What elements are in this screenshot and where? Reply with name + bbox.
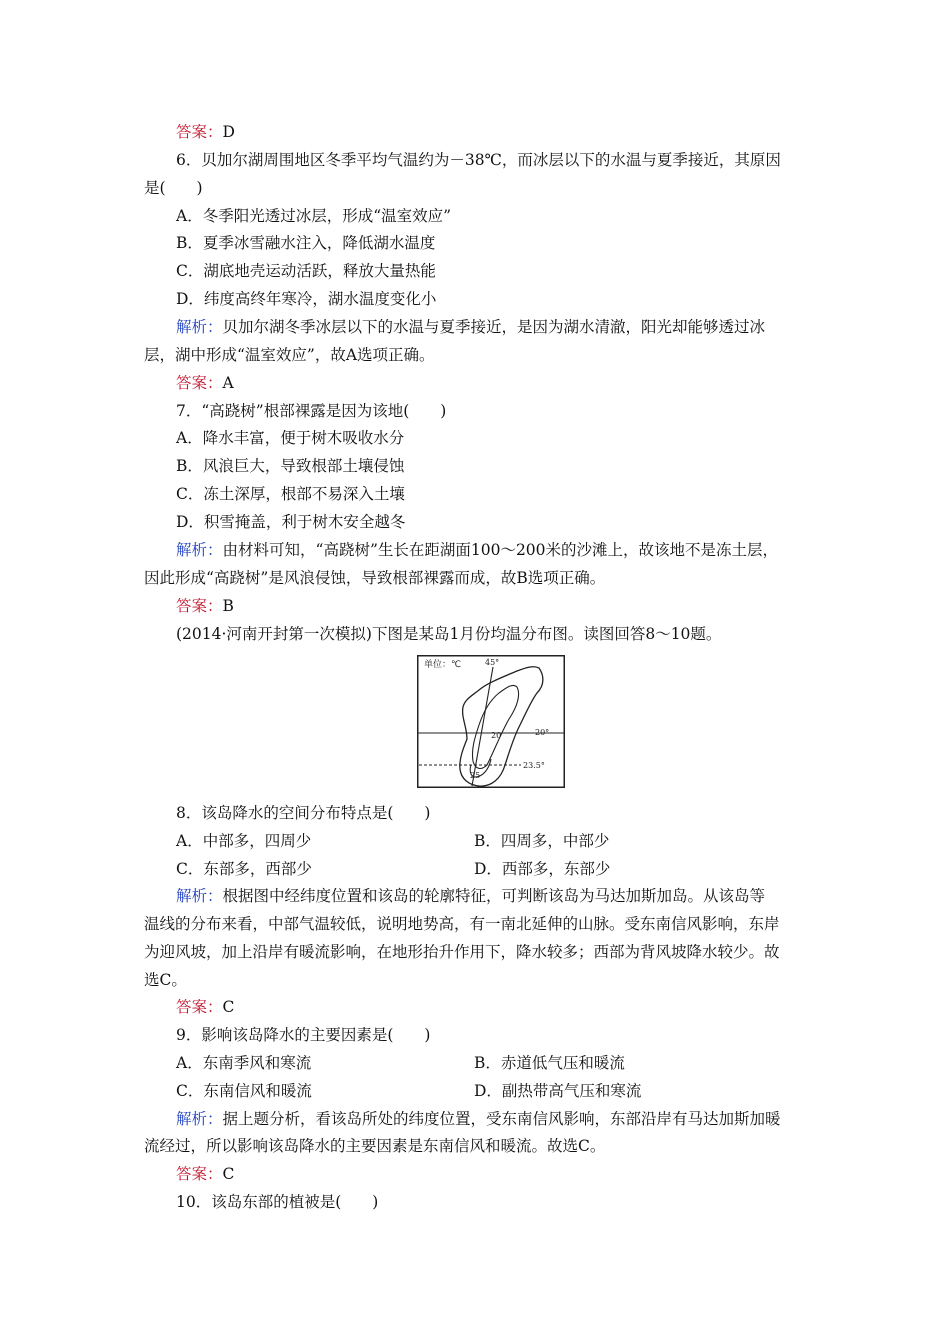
answer-value: D [222,123,235,141]
q7-option-c: C．冻土深厚，根部不易深入土壤 [176,485,405,503]
analysis-text: 由材料可知，“高跷树”生长在距湖面100～200米的沙滩上，故该地不是冻土层， [222,541,779,559]
analysis-label: 解析： [176,887,223,905]
q7-option-b: B．风浪巨大，导致根部土壤侵蚀 [176,457,405,475]
analysis-label: 解析： [176,1110,223,1128]
answer-label: 答案： [176,998,223,1016]
q8-stem: 8．该岛降水的空间分布特点是( ) [176,804,431,822]
isotherm-25-label: 25 [470,771,481,780]
q8-analysis-cont-1: 温线的分布来看，中部气温较低，说明地势高，有一南北延伸的山脉。受东南信风影响，东岸 [144,915,780,933]
q7-analysis [176,540,778,560]
q6-answer [176,373,234,393]
latitude-20-label: 20° [535,728,550,737]
q8-answer [176,997,234,1017]
q5-answer [176,122,235,142]
q7-analysis-cont: 因此形成“高跷树”是风浪侵蚀，导致根部裸露而成，故B选项正确。 [144,569,606,587]
answer-value: C [222,998,235,1016]
q9-analysis [176,1109,781,1129]
q9-option-c: C．东南信风和暖流 [176,1082,312,1100]
answer-label: 答案： [176,1165,223,1183]
isotherm-map [417,655,565,788]
answer-label: 答案： [176,597,223,615]
q6-option-c: C．湖底地壳运动活跃，释放大量热能 [176,262,436,280]
answer-label: 答案： [176,374,223,392]
answer-value: A [222,374,234,392]
q8-option-d: D．西部多，东部少 [474,860,611,878]
answer-label: 答案： [176,123,223,141]
group-intro: (2014·河南开封第一次模拟)下图是某岛1月份均温分布图。读图回答8～10题。 [176,625,722,643]
q9-stem: 9．影响该岛降水的主要因素是( ) [176,1026,431,1044]
q8-option-b: B．四周多，中部少 [474,832,610,850]
answer-value: B [222,597,234,615]
analysis-text: 根据图中经纬度位置和该岛的轮廓特征，可判断该岛为马达加斯加岛。从该岛等 [222,887,766,905]
q6-option-a: A．冬季阳光透过冰层，形成“温室效应” [176,207,452,225]
q7-option-d: D．积雪掩盖，利于树木安全越冬 [176,513,406,531]
analysis-label: 解析： [176,541,223,559]
tropic-label: 23.5° [523,761,545,770]
q6-option-b: B．夏季冰雪融水注入，降低湖水温度 [176,234,436,252]
q8-analysis-cont-2: 为迎风坡，加上沿岸有暖流影响，在地形抬升作用下，降水较多；西部为背风坡降水较少。故 [144,943,780,961]
q8-analysis [176,886,765,906]
q10-stem: 10．该岛东部的植被是( ) [176,1193,379,1211]
q8-option-a: A．中部多，四周少 [176,832,312,850]
q9-answer [176,1164,234,1184]
q8-option-c: C．东部多，西部少 [176,860,312,878]
q7-option-a: A．降水丰富，便于树木吸收水分 [176,429,405,447]
q9-analysis-cont: 流经过，所以影响该岛降水的主要因素是东南信风和暖流。故选C。 [144,1137,606,1155]
q6-stem: 6．贝加尔湖周围地区冬季平均气温约为－38℃，而冰层以下的水温与夏季接近，其原因 [176,151,781,169]
q6-analysis [176,317,765,337]
q7-stem: 7．“高跷树”根部裸露是因为该地( ) [176,402,447,420]
q6-option-d: D．纬度高终年寒冷，湖水温度变化小 [176,290,437,308]
q6-analysis-cont: 层，湖中形成“温室效应”，故A选项正确。 [144,346,435,364]
analysis-text: 贝加尔湖冬季冰层以下的水温与夏季接近，是因为湖水清澈，阳光却能够透过冰 [222,318,766,336]
answer-value: C [222,1165,235,1183]
q6-stem-cont: 是( ) [144,179,203,197]
analysis-label: 解析： [176,318,223,336]
q8-analysis-cont-3: 选C。 [144,971,187,989]
unit-label: 单位：℃ [424,660,462,670]
analysis-text: 据上题分析，看该岛所处的纬度位置，受东南信风影响，东部沿岸有马达加斯加暖 [222,1110,781,1128]
q9-option-a: A．东南季风和寒流 [176,1054,312,1072]
q9-option-b: B．赤道低气压和暖流 [474,1054,625,1072]
isotherm-20-label: 20 [491,731,502,740]
q9-option-d: D．副热带高气压和寒流 [474,1082,642,1100]
q7-answer [176,596,234,616]
longitude-label: 45° [485,658,500,667]
